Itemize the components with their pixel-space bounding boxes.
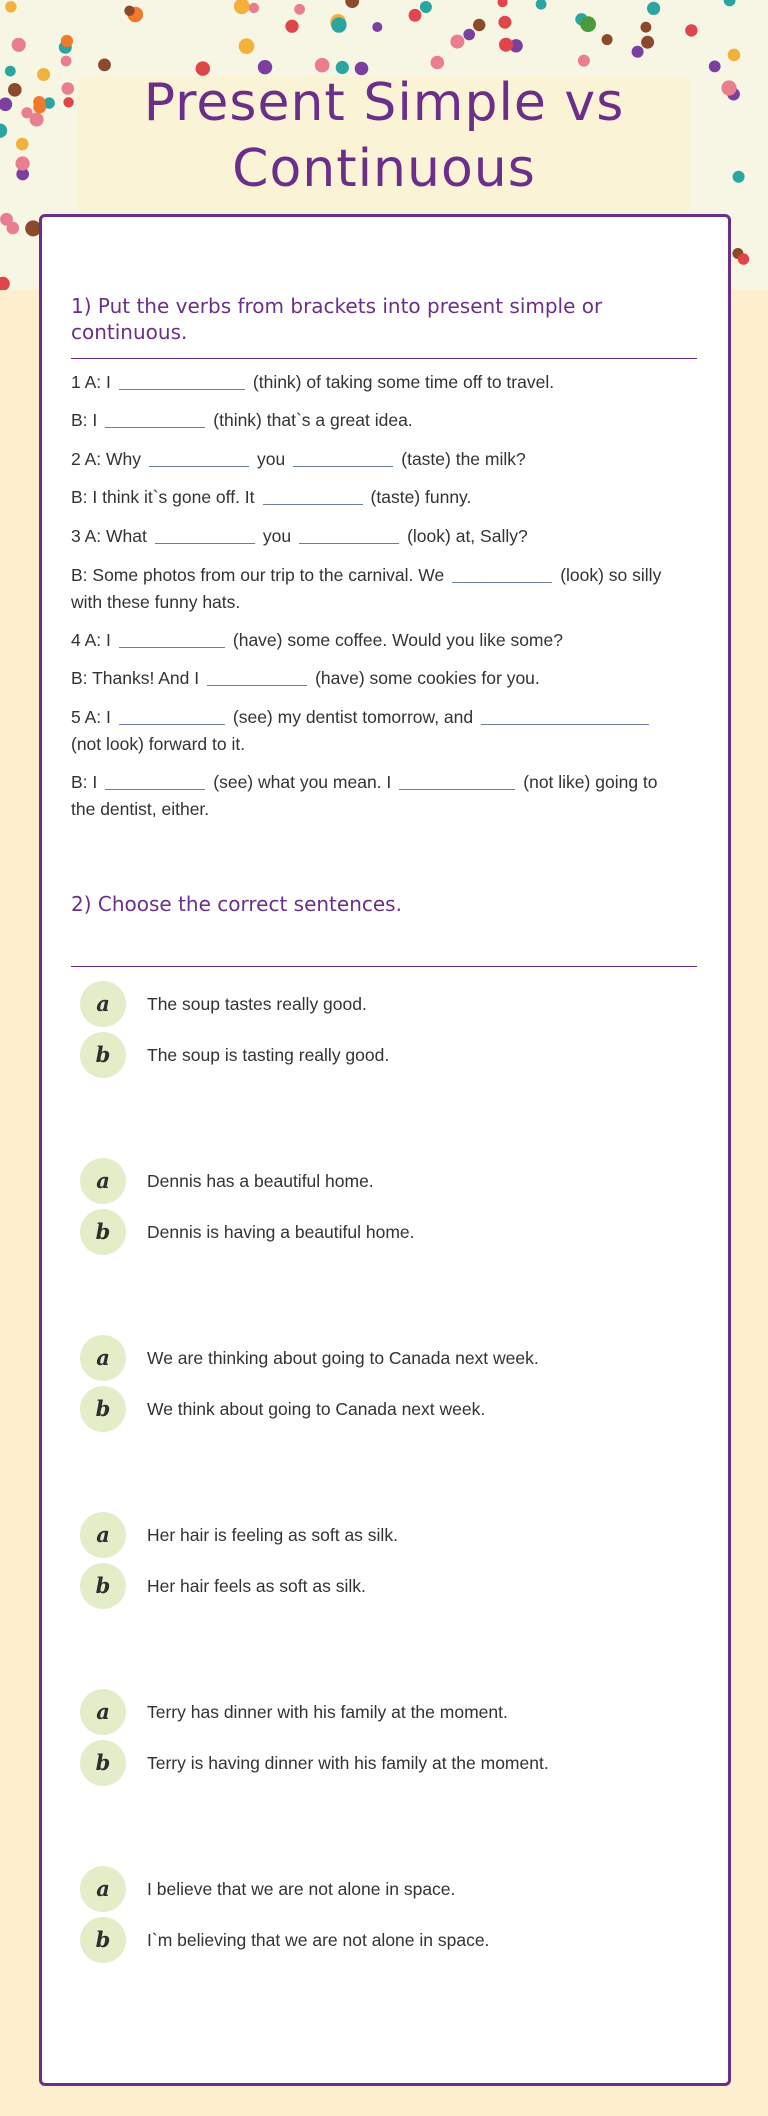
confetti-dot — [37, 68, 50, 81]
option-letter-badge: b — [80, 1032, 126, 1078]
option-sentence: Dennis has a beautiful home. — [147, 1171, 374, 1191]
answer-blank[interactable] — [105, 771, 205, 790]
exercise-line-4: B: I think it`s gone off. It (taste) funny. — [71, 487, 472, 507]
confetti-dot — [450, 35, 464, 49]
confetti-dot — [372, 22, 382, 32]
exercise-line-6: B: Some photos from our trip to the carnival. We (look) so silly with these funny hats. — [71, 565, 662, 612]
confetti-dot — [602, 34, 613, 45]
answer-blank[interactable] — [399, 771, 515, 790]
confetti-dot — [738, 253, 749, 264]
option-3-b[interactable] — [80, 1386, 700, 1434]
option-sentence: The soup tastes really good. — [147, 994, 367, 1014]
answer-blank[interactable] — [105, 409, 205, 428]
confetti-dot — [7, 222, 20, 235]
option-sentence: Her hair feels as soft as silk. — [147, 1576, 366, 1596]
confetti-dot — [61, 56, 72, 67]
confetti-dot — [641, 22, 652, 33]
answer-blank[interactable] — [263, 486, 363, 505]
confetti-dot — [721, 80, 736, 95]
page-title: Present Simple vs Continuous — [143, 73, 625, 199]
option-4-a[interactable] — [80, 1512, 700, 1560]
exercise-line-10: B: I (see) what you mean. I (not like) going to the dentist, either. — [71, 772, 658, 819]
answer-blank[interactable] — [299, 525, 399, 544]
option-sentence: I`m believing that we are not alone in space. — [147, 1930, 490, 1950]
confetti-dot — [580, 16, 596, 32]
exercise-line-3: 2 A: Why you (taste) the milk? — [71, 449, 526, 469]
confetti-dot — [733, 171, 745, 183]
option-sentence: Terry is having dinner with his family at the moment. — [147, 1753, 549, 1773]
option-letter-badge: b — [80, 1563, 126, 1609]
exercise-line-1: 1 A: I (think) of taking some time off to travel. — [71, 372, 555, 392]
option-5-a[interactable] — [80, 1689, 700, 1737]
confetti-dot — [499, 38, 513, 52]
confetti-dot — [63, 97, 73, 107]
confetti-dot — [61, 35, 73, 47]
confetti-dot — [473, 19, 485, 31]
confetti-dot — [463, 29, 475, 41]
option-sentence: We think about going to Canada next week. — [147, 1399, 486, 1419]
confetti-dot — [124, 6, 134, 16]
option-1-b[interactable] — [80, 1032, 700, 1080]
confetti-dot — [578, 55, 590, 67]
confetti-dot — [62, 82, 75, 95]
option-sentence: Terry has dinner with his family at the moment. — [147, 1702, 508, 1722]
confetti-dot — [33, 96, 45, 108]
option-4-b[interactable] — [80, 1563, 700, 1611]
exercise-line-5: 3 A: What you (look) at, Sally? — [71, 526, 528, 546]
option-5-b[interactable] — [80, 1740, 700, 1788]
confetti-dot — [685, 24, 697, 36]
section-1-heading: 1) Put the verbs from brackets into present simple or continuous. — [71, 294, 603, 344]
option-letter-badge: a — [80, 1158, 126, 1204]
confetti-dot — [431, 56, 445, 70]
confetti-dot — [239, 38, 255, 54]
confetti-dot — [12, 38, 26, 52]
option-2-b[interactable] — [80, 1209, 700, 1257]
section-2-heading: 2) Choose the correct sentences. — [71, 892, 402, 916]
answer-blank[interactable] — [119, 706, 225, 725]
confetti-dot — [234, 0, 250, 14]
confetti-dot — [709, 61, 721, 73]
confetti-dot — [420, 1, 432, 13]
confetti-dot — [498, 16, 511, 29]
option-letter-badge: a — [80, 1866, 126, 1912]
answer-blank[interactable] — [119, 629, 225, 648]
confetti-dot — [0, 277, 10, 290]
answer-blank[interactable] — [293, 448, 393, 467]
option-letter-badge: a — [80, 1335, 126, 1381]
exercise-line-8: B: Thanks! And I (have) some cookies for you. — [71, 668, 540, 688]
option-letter-badge: b — [80, 1386, 126, 1432]
confetti-dot — [5, 66, 16, 77]
confetti-dot — [331, 17, 346, 32]
option-letter-badge: a — [80, 1512, 126, 1558]
confetti-dot — [345, 0, 359, 8]
confetti-dot — [294, 4, 305, 15]
option-letter-badge: a — [80, 981, 126, 1027]
exercise-line-7: 4 A: I (have) some coffee. Would you like some? — [71, 630, 563, 650]
confetti-dot — [0, 124, 7, 138]
option-sentence: Her hair is feeling as soft as silk. — [147, 1525, 398, 1545]
option-6-b[interactable] — [80, 1917, 700, 1965]
option-sentence: We are thinking about going to Canada next week. — [147, 1348, 539, 1368]
answer-blank[interactable] — [207, 667, 307, 686]
confetti-dot — [647, 2, 660, 15]
answer-blank[interactable] — [155, 525, 255, 544]
option-letter-badge: a — [80, 1689, 126, 1735]
answer-blank[interactable] — [119, 371, 245, 390]
confetti-dot — [536, 0, 547, 10]
confetti-dot — [249, 3, 259, 13]
confetti-dot — [728, 49, 741, 62]
section-1-divider — [71, 358, 697, 359]
option-sentence: I believe that we are not alone in space. — [147, 1879, 456, 1899]
confetti-dot — [641, 36, 654, 49]
option-letter-badge: b — [80, 1740, 126, 1786]
confetti-dot — [5, 1, 16, 12]
confetti-dot — [285, 20, 298, 33]
confetti-dot — [409, 9, 422, 22]
option-letter-badge: b — [80, 1917, 126, 1963]
option-1-a[interactable] — [80, 981, 700, 1029]
confetti-dot — [16, 156, 30, 170]
option-sentence: Dennis is having a beautiful home. — [147, 1222, 415, 1242]
confetti-dot — [724, 0, 736, 6]
option-2-a[interactable] — [80, 1158, 700, 1206]
exercise-line-9: 5 A: I (see) my dentist tomorrow, and (not look) forward to it. — [71, 704, 701, 758]
confetti-dot — [21, 107, 32, 118]
exercise-line-2: B: I (think) that`s a great idea. — [71, 410, 413, 430]
section-2-divider — [71, 966, 697, 967]
confetti-dot — [498, 0, 508, 7]
confetti-dot — [8, 83, 22, 97]
option-letter-badge: b — [80, 1209, 126, 1255]
confetti-dot — [0, 98, 12, 112]
confetti-dot — [16, 138, 29, 151]
answer-blank[interactable] — [452, 564, 552, 583]
answer-blank[interactable] — [149, 448, 249, 467]
option-sentence: The soup is tasting really good. — [147, 1045, 390, 1065]
option-6-a[interactable] — [80, 1866, 700, 1914]
option-3-a[interactable] — [80, 1335, 700, 1383]
answer-blank[interactable] — [481, 706, 649, 725]
confetti-dot — [632, 46, 644, 58]
